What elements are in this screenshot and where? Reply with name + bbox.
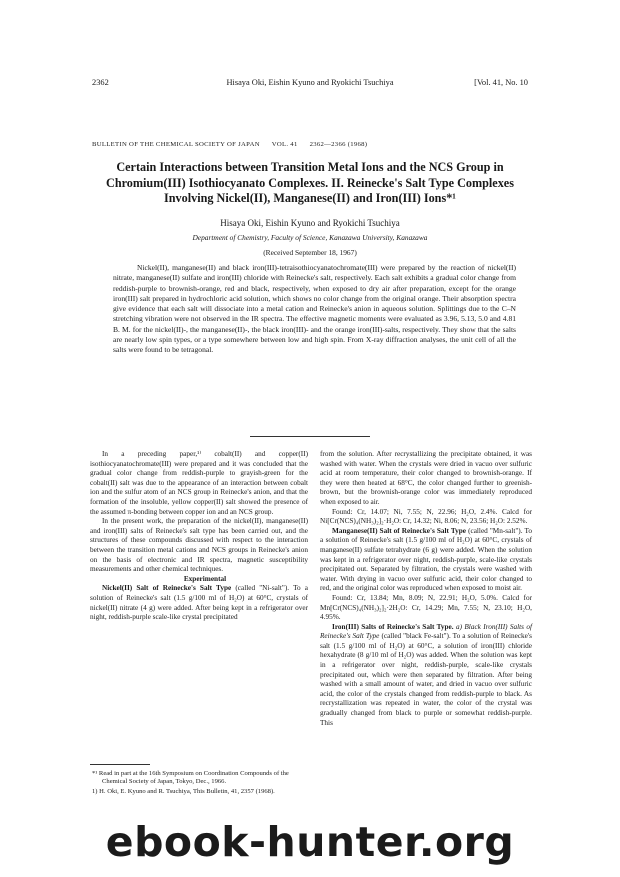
nickel-analysis: Found: Cr, 14.07; Ni, 7.55; N, 22.96; H₂O, 2.4%. Calcd for Ni[Cr(NCS)₄(NH₃)₂]₂·H₂O: Cr, 14.32; Ni, 8.06; N, 23.56; H₂O: 2.52%. [320,507,532,526]
iron-subheading: a) Black Iron(III) Salts of Reinecke's Salt Type [320,622,532,641]
iron-text: (called "black Fe-salt"). To a solution of Reinecke's salt (1.5 g/100 ml of H₂O) at 60°C, a solution of iron(III) chloride hexahydrate (8 g/10 ml of H₂O) was added. When the solution was kept in a refrigerator over night, reddish-purple, scale-like crystals precipitated out, which were then separated by filtration. After being washed with a small amount of water, and dried in vacuo over sulfuric acid, the color of the crystals changed from reddish-purple to black. As recrystallization was repeated in water, the color of the crystal was gradually changed from black to purple or somewhat reddish-purple. This [320,632,533,727]
journal-pages: 2362—2366 (1968) [309,141,368,148]
manganese-analysis: Found: Cr, 13.84; Mn, 8.09; N, 22.91; H₂O, 5.0%. Calcd for Mn[Cr(NCS)₄(NH₃)₂]₂·2H₂O: Cr, 14.29; Mn, 7.55; N, 23.10; H₂O, 4.95%. [320,593,532,622]
journal-line [92,141,532,148]
affiliation: Department of Chemistry, Faculty of Science, Kanazawa University, Kanazawa [192,233,428,242]
divider [250,436,370,437]
manganese-text: (called "Mn-salt"). To a solution of Reinecke's salt (1.5 g/100 ml of H₂O) at 60°C, crystals of manganese(II) sulfate tetrahydrate (6 g) were added. When the solution was kept in a refrigerator over night, reddish-purple, scale-like crystals precipitated out. Separated by filtration, the crystals were washed with water. With drying in vacuo over sulfuric acid, their color changed to red, and the original color was reproduced when exposed to moist air. [320,526,532,593]
footnotes [90,770,308,797]
nickel-continuation: from the solution. After recrystallizing the precipitate obtained, it was washed with water. When the crystals were dried in vacuo over sulfuric acid at room temperature, their color changed to brownish-orange. If they were then heated at 68°C, the color changed further to greenish-brown, but the brownish-orange color was immediately reproduced when exposed to air. [320,450,532,506]
footnote-2: 1) H. Oki, E. Kyuno and R. Tsuchiya, This Bulletin, 41, 2357 (1968). [92,787,275,795]
abstract: Nickel(II), manganese(II) and black iron(III)-tetraisothiocyanatochromate(III) were prepared by the reaction of nickel(II) nitrate, manganese(II) sulfate and iron(III) chloride with Reinecke's salt, respectively. Each salt exhibits a gradual color change from reddish-purple to brownish-orange, red and black, respectively, when exposed to dry air after preparation, except for the orange iron(III) salt prepared in hydrochloric acid solution, which shows no color change from the original orange. Their absorption spectra give evidence that each salt will dissociate into a metal cation and Reinecke's anion in aqueous solution. Splittings due to the C–N stretching vibration were not observed in the IR spectra. The effective magnetic moments were evaluated as 3.96, 5.13, 5.0 and 4.81 B. M. for the nickel(II)-, the manganese(II)-, the black iron(III)- and the orange iron(III)-salts, respectively. They show that the salts are nearly low spin types, or a type somewhere between low and high spin. From X-ray diffraction analyses, the unit cell of all the salts were found to be tetragonal. [113,263,516,355]
left-column [90,450,308,623]
article-title: Certain Interactions between Transition Metal Ions and the NCS Group in Chromium(III) Isothiocyanato Complexes. II. Reinecke's Salt Type Complexes Involving Nickel(II), Manganese(II) and Iron(III) Ions*¹ [106,160,514,205]
manganese-heading: Manganese(II) Salt of Reinecke's Salt Type [332,526,467,535]
received-date: (Received September 18, 1967) [263,248,357,257]
journal-name: BULLETIN OF THE CHEMICAL SOCIETY OF JAPAN [92,141,260,148]
manganese-paragraph [320,527,532,594]
intro-paragraph-2: In the present work, the preparation of the nickel(II), manganese(II) and iron(III) salts of Reinecke's salt type has been carried out, and the structures of these compounds discussed with respect to the interaction between the transition metal cations and NCS groups in Reinecke's anion on the basis of electronic and IR spectra, magnetic susceptibility measurements and other chemical techniques. [90,517,308,574]
iron-heading: Iron(III) Salts of Reinecke's Salt Type. [332,622,454,631]
section-heading: Experimental [183,574,227,583]
volume-issue: [Vol. 41, No. 10 [474,78,528,87]
authors: Hisaya Oki, Eishin Kyuno and Ryokichi Tsuchiya [220,218,400,228]
right-column [320,450,532,728]
running-header [92,78,528,92]
page-number: 2362 [92,78,109,87]
nickel-paragraph [90,584,308,622]
iron-paragraph [320,623,532,729]
footnote-rule [90,764,150,765]
journal-volume: VOL. 41 [271,141,298,148]
nickel-text: (called "Ni-salt"). To a solution of Reinecke's salt (1.5 g/100 ml of H₂O) at 60°C, crystals of nickel(II) nitrate (4 g) were added. After being kept in a refrigerator over night, reddish-purple scale-like crystal precipitated [90,584,309,622]
footnote-1: *¹ Read in part at the 16th Symposium on Coordination Compounds of the Chemical Society of Japan, Tokyo, Dec., 1966. [92,770,289,786]
intro-paragraph-1: In a preceding paper,¹⁾ cobalt(II) and copper(II) isothiocyanatochromate(III) were prepared and it was concluded that the gradual color change from reddish-purple to grayish-green for the cobalt(II) salt was due to the appearance of an interaction between cobalt ion and the sulfur atom of an NCS group in Reinecke's anion, and that the formation of the insoluble, yellow copper(II) salt showed the presence of the assumed π-bonding between copper ion and an NCS group. [90,450,308,516]
running-authors: Hisaya Oki, Eishin Kyuno and Ryokichi Tsuchiya [226,78,394,87]
watermark: ebook-hunter.org [105,818,515,866]
nickel-heading: Nickel(II) Salt of Reinecke's Salt Type [102,584,232,593]
